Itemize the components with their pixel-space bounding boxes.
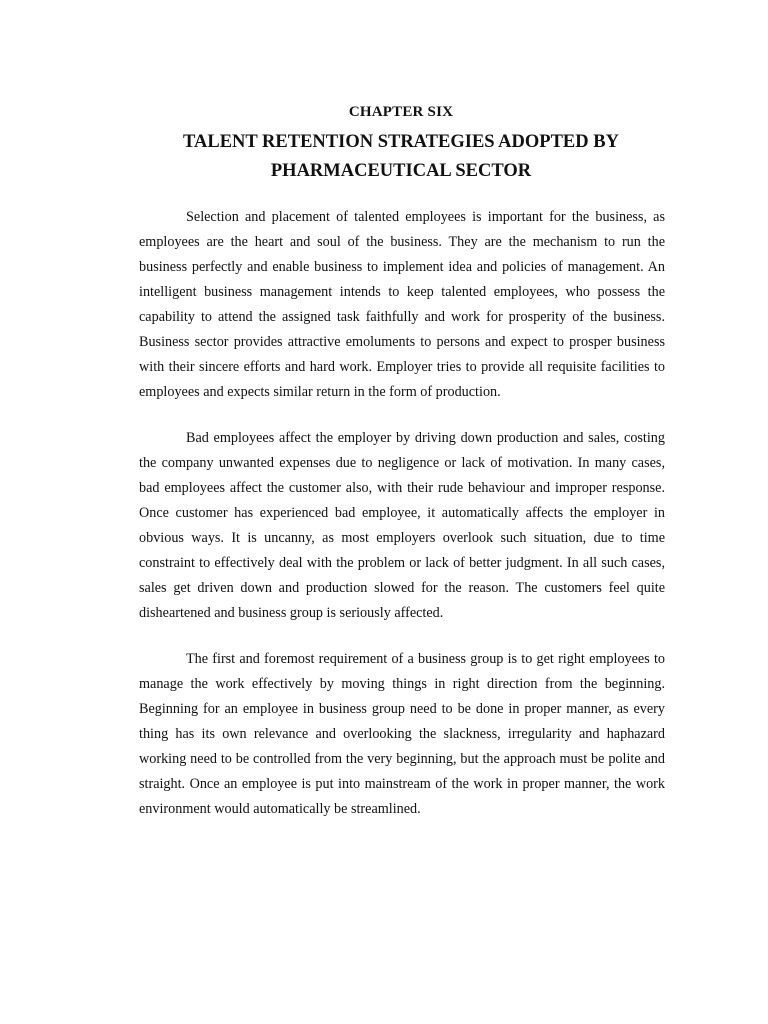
paragraph-3: The first and foremost requirement of a business group is to get right employees to manage the work effectively by moving things in right direction from the beginning. Beginning for an employee in business group need to be done in proper manner, as every thing has its own relevance and overlooking the slackness, irregularity and haphazard working need to be controlled from the very beginning, but the approach must be polite and straight. Once an employee is put into mainstream of the work in proper manner, the work environment would automatically be streamlined.: [139, 651, 665, 817]
chapter-title-line-2: PHARMACEUTICAL SECTOR: [270, 161, 532, 181]
paragraph-2: Bad employees affect the employer by driving down production and sales, costing the company unwanted expenses due to negligence or lack of motivation. In many cases, bad employees affect the customer also, with their rude behaviour and improper response. Once customer has experienced bad employee, it automatically affects the employer in obvious ways. It is uncanny, as most employers overlook such situation, due to time constraint to effectively deal with the problem or lack of better judgment. In all such cases, sales get driven down and production slowed for the reason. The customers feel quite disheartened and business group is seriously affected.: [139, 430, 665, 621]
chapter-label: CHAPTER SIX: [348, 104, 454, 120]
chapter-title: [0, 128, 768, 186]
paragraph-1: Selection and placement of talented employees is important for the business, as employees are the heart and soul of the business. They are the mechanism to run the business perfectly and enable business to implement idea and policies of management. An intelligent business management intends to keep talented employees, who possess the capability to attend the assigned task faithfully and work for prosperity of the business. Business sector provides attractive emoluments to persons and expect to prosper business with their sincere efforts and hard work. Employer tries to provide all requisite facilities to employees and expects similar return in the form of production.: [139, 209, 665, 400]
body-text: [139, 205, 665, 843]
chapter-title-line-1: TALENT RETENTION STRATEGIES ADOPTED BY: [183, 132, 619, 152]
